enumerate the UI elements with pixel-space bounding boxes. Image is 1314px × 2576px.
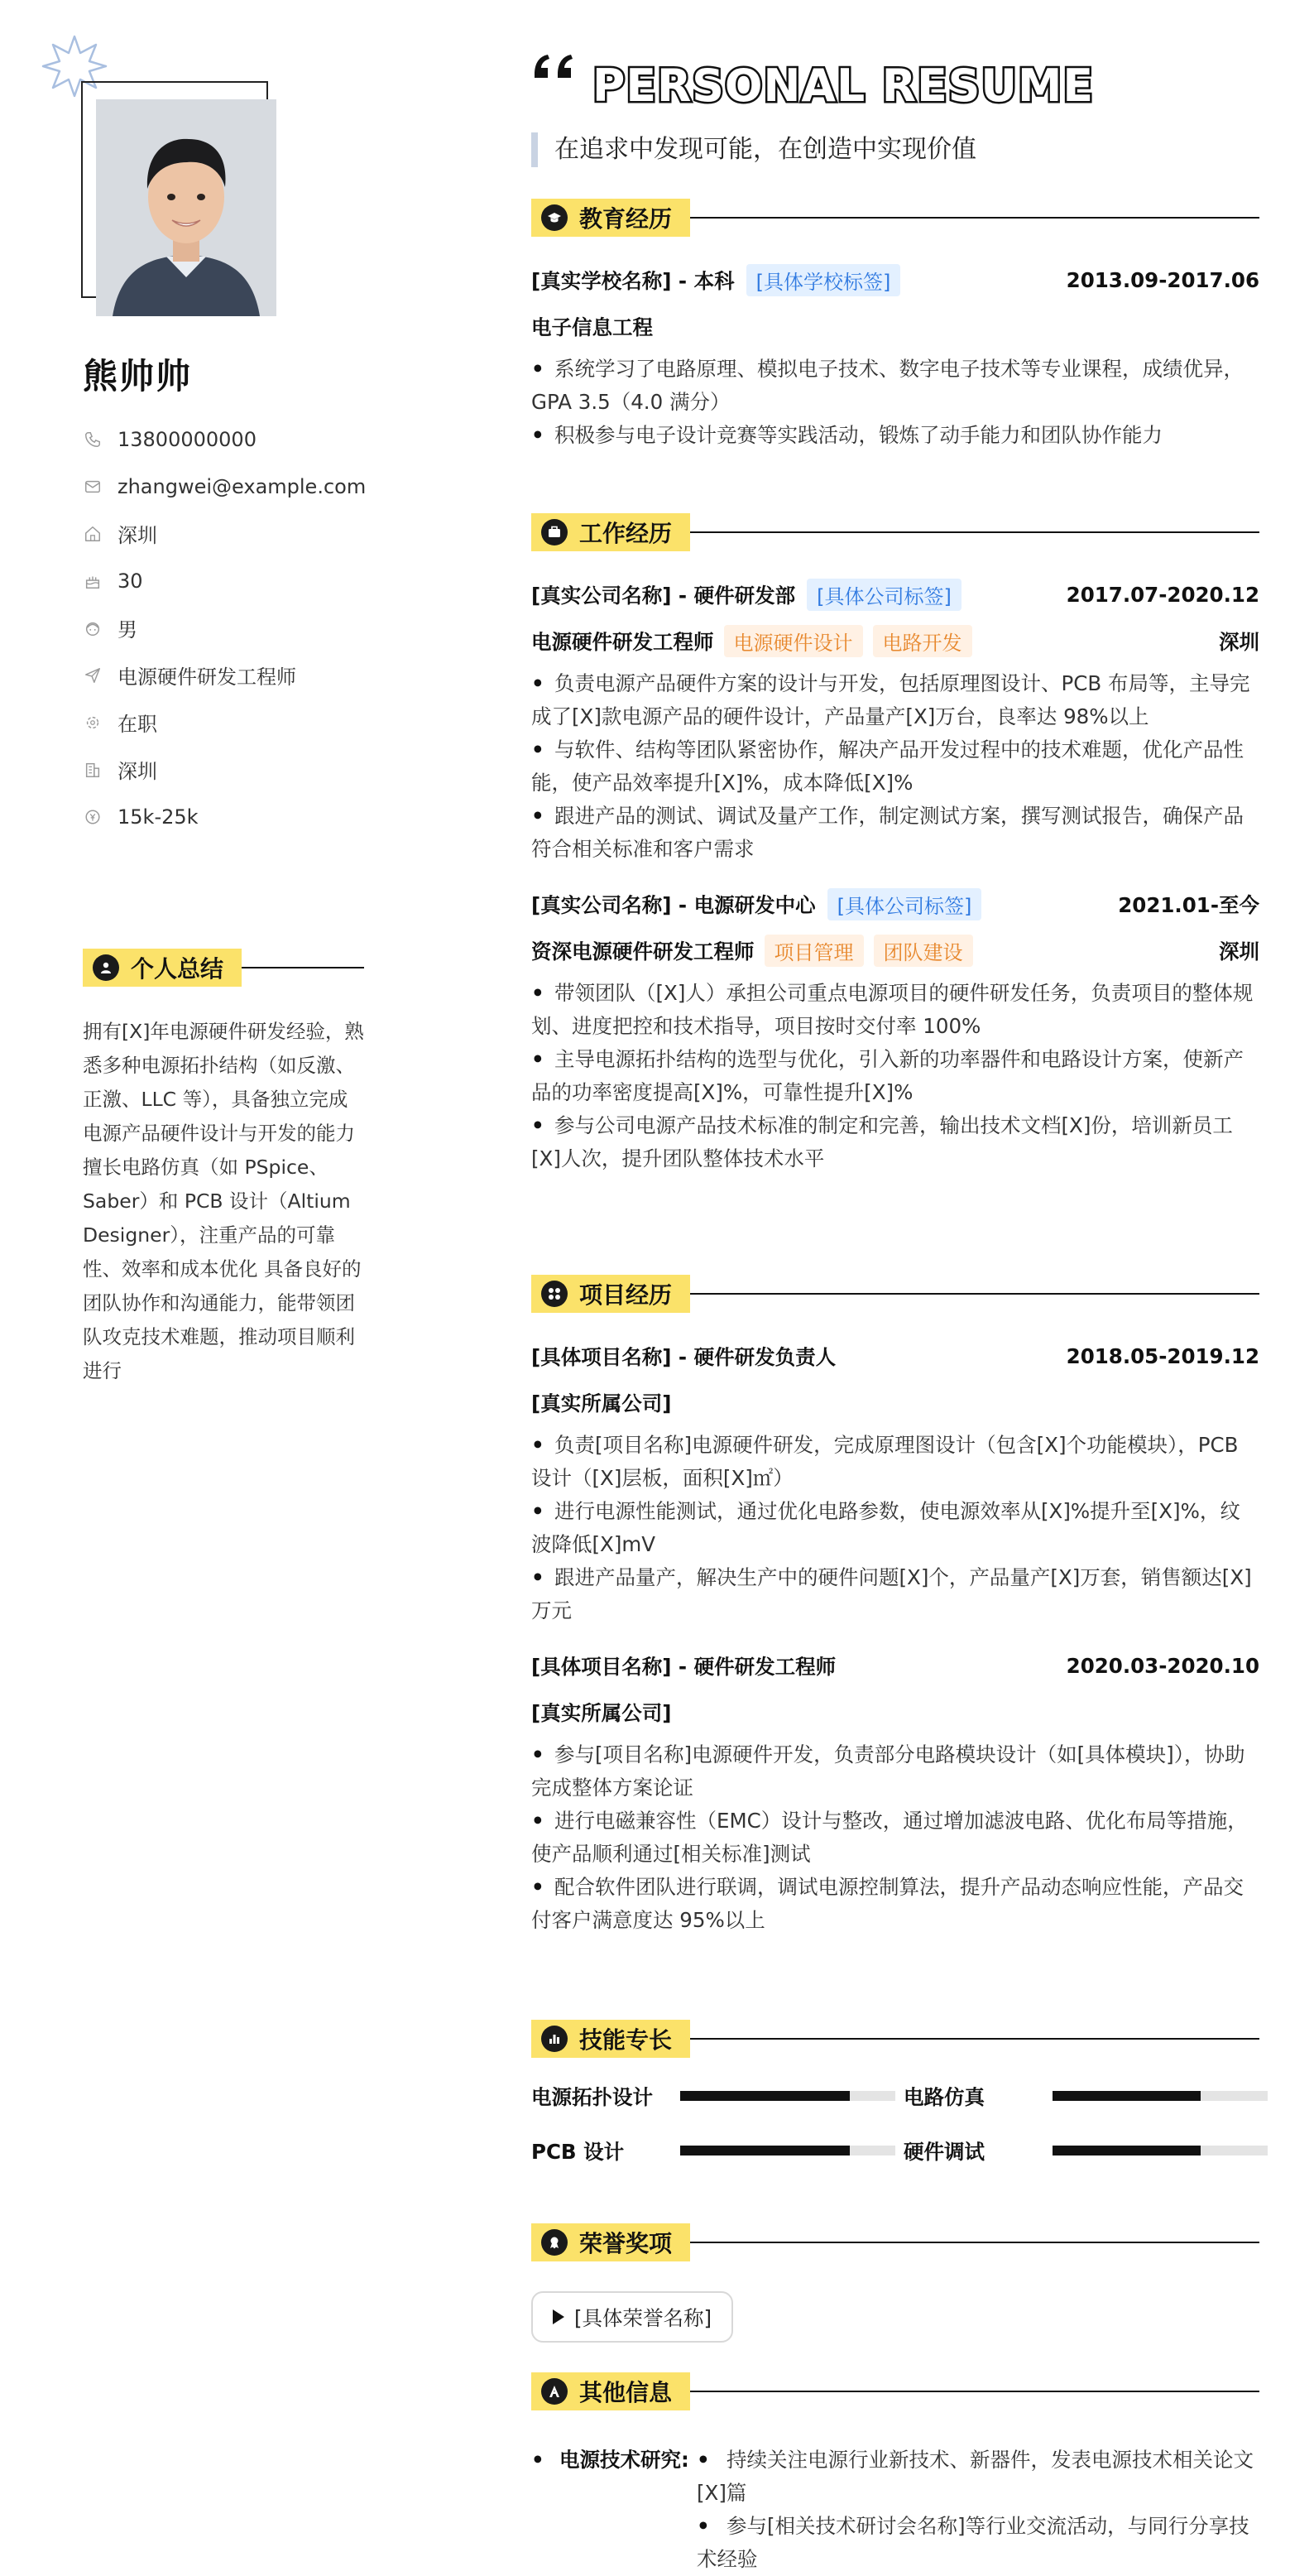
section-divider xyxy=(690,1293,1259,1295)
skill-item xyxy=(904,2083,1276,2109)
education-entry xyxy=(531,263,1259,452)
info-age xyxy=(83,557,366,604)
entry-left xyxy=(531,579,962,611)
list-item: • 积极参与电子设计竞赛等实践活动，锻炼了动手能力和团队协作能力 xyxy=(531,423,1163,447)
info-status xyxy=(83,699,366,746)
company-name: [真实公司名称] - 电源研发中心 xyxy=(531,892,816,917)
section-title: 荣誉奖项 xyxy=(579,2230,673,2257)
contact-info-list xyxy=(83,416,366,840)
education-header xyxy=(531,199,1259,237)
honor-name: [具体荣誉名称] xyxy=(574,2305,712,2330)
date-range: 2013.09-2017.06 xyxy=(1066,267,1259,292)
gender-icon xyxy=(83,618,103,638)
list-item: • 与软件、结构等团队紧密协作，解决产品开发过程中的技术难题，优化产品性能，使产品效率提升[X]%，成本降低[X]% xyxy=(531,738,1244,795)
info-email xyxy=(83,463,366,510)
job-city: 深圳 xyxy=(1219,939,1259,964)
role-left xyxy=(531,935,973,967)
briefcase-icon xyxy=(541,519,568,545)
section-title: 项目经历 xyxy=(579,1281,673,1309)
skill-item xyxy=(531,2137,904,2164)
motto: 在追求中发现可能，在创造中实现价值 xyxy=(531,132,976,167)
section-title: 教育经历 xyxy=(579,205,673,233)
entry-row xyxy=(531,263,1259,296)
section-divider xyxy=(690,2038,1259,2040)
grid-icon xyxy=(541,1281,568,1307)
section-tab xyxy=(531,513,690,551)
project-name: [具体项目名称] - 硬件研发工程师 xyxy=(531,1654,837,1679)
list-item: • 进行电磁兼容性（EMC）设计与整改，通过增加滤波电路、优化布局等措施，使产品顺利通过[相关标准]测试 xyxy=(531,1809,1248,1866)
skills-header xyxy=(531,2020,1259,2058)
resume-title-art xyxy=(587,53,1101,119)
skill-bar xyxy=(1053,2146,1268,2155)
list-item: • 负责电源产品硬件方案的设计与开发，包括原理图设计、PCB 布局等，主导完成了[X]款电源产品的硬件设计，产品量产[X]万台，良率达 98%以上 xyxy=(531,671,1250,728)
info-home xyxy=(83,510,366,557)
info-phone xyxy=(83,416,366,463)
school-tag: [具体学校标签] xyxy=(746,264,901,296)
list-item: • 进行电源性能测试，通过优化电路参数，使电源效率从[X]%提升至[X]%，纹波降低[X]mV xyxy=(531,1499,1240,1556)
project-entry xyxy=(531,1649,1259,1937)
entry-row xyxy=(531,1649,1259,1682)
section-tab xyxy=(531,2020,690,2058)
other-section xyxy=(531,2372,1259,2576)
skill-tag: 电源硬件设计 xyxy=(724,625,863,657)
company-tag: [具体公司标签] xyxy=(807,579,962,611)
skill-tag: 电路开发 xyxy=(873,625,972,657)
person-name: 熊帅帅 xyxy=(83,356,193,396)
info-text: zhangwei@example.com xyxy=(117,474,367,498)
list-item: • 参与[相关技术研讨会名称]等行业交流活动，与同行分享技术经验 xyxy=(697,2514,1249,2571)
company-name: [真实公司名称] - 硬件研发部 xyxy=(531,583,796,608)
job-role: 资深电源硬件研发工程师 xyxy=(531,939,755,964)
other-header xyxy=(531,2372,1259,2410)
list-item: • 负责[项目名称]电源硬件研发，完成原理图设计（包含[X]个功能模块），PCB 设计（[X]层板，面积[X]㎡） xyxy=(531,1433,1239,1490)
date-range: 2018.05-2019.12 xyxy=(1066,1343,1259,1368)
section-divider xyxy=(690,531,1259,533)
info-gender xyxy=(83,604,366,651)
major-row xyxy=(531,310,1259,343)
section-tab xyxy=(83,949,242,987)
section-title: 个人总结 xyxy=(131,955,224,983)
info-text: 13800000000 xyxy=(117,427,257,451)
honors-header xyxy=(531,2223,1259,2261)
section-title: 其他信息 xyxy=(579,2379,673,2406)
project-company: [真实所属公司] xyxy=(531,1391,672,1415)
info-position xyxy=(83,651,366,699)
other-label: • 电源技术研究: xyxy=(531,2448,689,2472)
skill-name: 电路仿真 xyxy=(904,2084,985,2109)
summary-text: 拥有[X]年电源硬件研发经验，熟悉多种电源拓扑结构（如反激、正激、LLC 等），具备独立完成电源产品硬件设计与开发的能力 擅长电路仿真（如 PSpice、Saber）和 PCB 设计（Altium Designer），注重产品的可靠性、效率和成本优化 具备良好的团队协作和沟通能力，能带领团队攻克技术难题，推动项目顺利进行 xyxy=(83,1020,364,1382)
entry-row xyxy=(531,578,1259,611)
project-entry xyxy=(531,1339,1259,1627)
info-text: 在职 xyxy=(117,713,157,736)
building-icon xyxy=(83,760,103,780)
other-row xyxy=(531,2444,1259,2576)
section-divider xyxy=(690,217,1259,219)
section-divider xyxy=(690,2391,1259,2392)
award-icon xyxy=(541,2229,568,2256)
user-icon xyxy=(93,954,119,981)
entry-left xyxy=(531,264,900,296)
entry-left xyxy=(531,888,981,920)
send-icon xyxy=(83,666,103,685)
project-name: [具体项目名称] - 硬件研发负责人 xyxy=(531,1344,837,1369)
project-company: [真实所属公司] xyxy=(531,1700,672,1725)
major: 电子信息工程 xyxy=(531,315,653,339)
info-icon xyxy=(541,2378,568,2405)
skill-fill xyxy=(680,2146,850,2155)
info-text: 深圳 xyxy=(117,760,157,783)
graduation-cap-icon xyxy=(541,204,568,231)
section-divider xyxy=(690,2242,1259,2243)
section-tab xyxy=(531,1275,690,1313)
entry-row xyxy=(531,1339,1259,1372)
date-range: 2020.03-2020.10 xyxy=(1066,1653,1259,1678)
skill-fill xyxy=(1053,2091,1201,2101)
avatar xyxy=(96,99,276,316)
skill-name: 硬件调试 xyxy=(904,2139,985,2164)
section-tab xyxy=(531,199,690,237)
bullet-list xyxy=(531,353,1259,452)
skill-item xyxy=(531,2083,904,2109)
main-content xyxy=(531,0,1259,2571)
section-title: 工作经历 xyxy=(579,520,673,547)
role-row xyxy=(531,624,1259,657)
work-entry xyxy=(531,887,1259,1175)
sidebar xyxy=(0,0,463,2538)
skill-item xyxy=(904,2137,1276,2164)
list-item: • 跟进产品量产，解决生产中的硬件问题[X]个，产品量产[X]万套，销售额达[X]万元 xyxy=(531,1565,1252,1622)
email-icon xyxy=(83,477,103,497)
summary-header xyxy=(83,949,364,987)
education-section xyxy=(531,199,1259,452)
company-tag: [具体公司标签] xyxy=(827,888,982,920)
info-text: 深圳 xyxy=(117,524,157,547)
list-item: • 持续关注电源行业新技术、新器件，发表电源技术相关论文[X]篇 xyxy=(697,2448,1254,2505)
cake-icon xyxy=(83,571,103,591)
skills-section xyxy=(531,2020,1259,2164)
work-section xyxy=(531,513,1259,1175)
skill-bar xyxy=(1053,2091,1268,2101)
info-salary xyxy=(83,793,366,840)
section-divider xyxy=(242,967,364,968)
other-list xyxy=(697,2444,1259,2576)
bullet-list xyxy=(531,1738,1259,1937)
salary-icon xyxy=(83,807,103,827)
skill-bar xyxy=(680,2146,895,2155)
school-name: [真实学校名称] - 本科 xyxy=(531,268,735,293)
project-company-row xyxy=(531,1695,1259,1728)
phone-icon xyxy=(83,430,103,449)
bullet-list xyxy=(531,977,1259,1175)
date-range: 2021.01-至今 xyxy=(1118,892,1259,917)
projects-section xyxy=(531,1275,1259,1937)
list-item: • 参与公司电源产品技术标准的制定和完善，输出技术文档[X]份，培训新员工[X]人次，提升团队整体技术水平 xyxy=(531,1113,1233,1170)
list-item: • 主导电源拓扑结构的选型与优化，引入新的功率器件和电路设计方案，使新产品的功率密度提高[X]%，可靠性提升[X]% xyxy=(531,1047,1244,1104)
skill-bar xyxy=(680,2091,895,2101)
skill-fill xyxy=(680,2091,850,2101)
work-header xyxy=(531,513,1259,551)
info-text: 15k-25k xyxy=(117,805,199,829)
skill-tag: 项目管理 xyxy=(765,935,864,967)
honors-section xyxy=(531,2223,1259,2343)
bullet-list xyxy=(531,1429,1259,1627)
quote-mark-icon xyxy=(531,50,581,83)
skill-tag: 团队建设 xyxy=(874,935,973,967)
project-company-row xyxy=(531,1386,1259,1419)
resume-title-text: PERSONAL RESUME xyxy=(592,60,1094,112)
info-text: 30 xyxy=(117,569,143,593)
section-tab xyxy=(531,2223,690,2261)
entry-row xyxy=(531,887,1259,920)
skill-name: PCB 设计 xyxy=(531,2139,625,2164)
info-text: 男 xyxy=(117,618,137,642)
job-role: 电源硬件研发工程师 xyxy=(531,629,714,654)
list-item: • 参与[项目名称]电源硬件开发，负责部分电路模块设计（如[具体模块]），协助完成整体方案论证 xyxy=(531,1742,1245,1800)
skills-grid xyxy=(531,2083,1259,2164)
skill-name: 电源拓扑设计 xyxy=(531,2084,653,2109)
bullet-list xyxy=(531,667,1259,866)
date-range: 2017.07-2020.12 xyxy=(1066,582,1259,607)
list-item: • 带领团队（[X]人）承担公司重点电源项目的硬件研发任务，负责项目的整体规划、进度把控和技术指导，项目按时交付率 100% xyxy=(531,981,1254,1038)
info-city xyxy=(83,746,366,793)
bar-chart-icon xyxy=(541,2026,568,2052)
section-tab xyxy=(531,2372,690,2410)
list-item: • 配合软件团队进行联调，调试电源控制算法，提升产品动态响应性能，产品交付客户满意度达 95%以上 xyxy=(531,1875,1244,1932)
list-item: • 系统学习了电路原理、模拟电子技术、数字电子技术等专业课程，成绩优异，GPA 3.5（4.0 满分） xyxy=(531,357,1244,414)
projects-header xyxy=(531,1275,1259,1313)
play-icon xyxy=(553,2309,564,2324)
work-entry xyxy=(531,578,1259,866)
job-city: 深圳 xyxy=(1219,629,1259,654)
list-item: • 跟进产品的测试、调试及量产工作，制定测试方案，撰写测试报告，确保产品符合相关标准和客户需求 xyxy=(531,804,1244,861)
info-text: 电源硬件研发工程师 xyxy=(117,666,296,689)
skill-fill xyxy=(1053,2146,1201,2155)
status-icon xyxy=(83,713,103,733)
role-left xyxy=(531,625,972,657)
honor-item xyxy=(531,2291,733,2343)
home-icon xyxy=(83,524,103,544)
section-title: 技能专长 xyxy=(579,2026,673,2054)
role-row xyxy=(531,934,1259,967)
